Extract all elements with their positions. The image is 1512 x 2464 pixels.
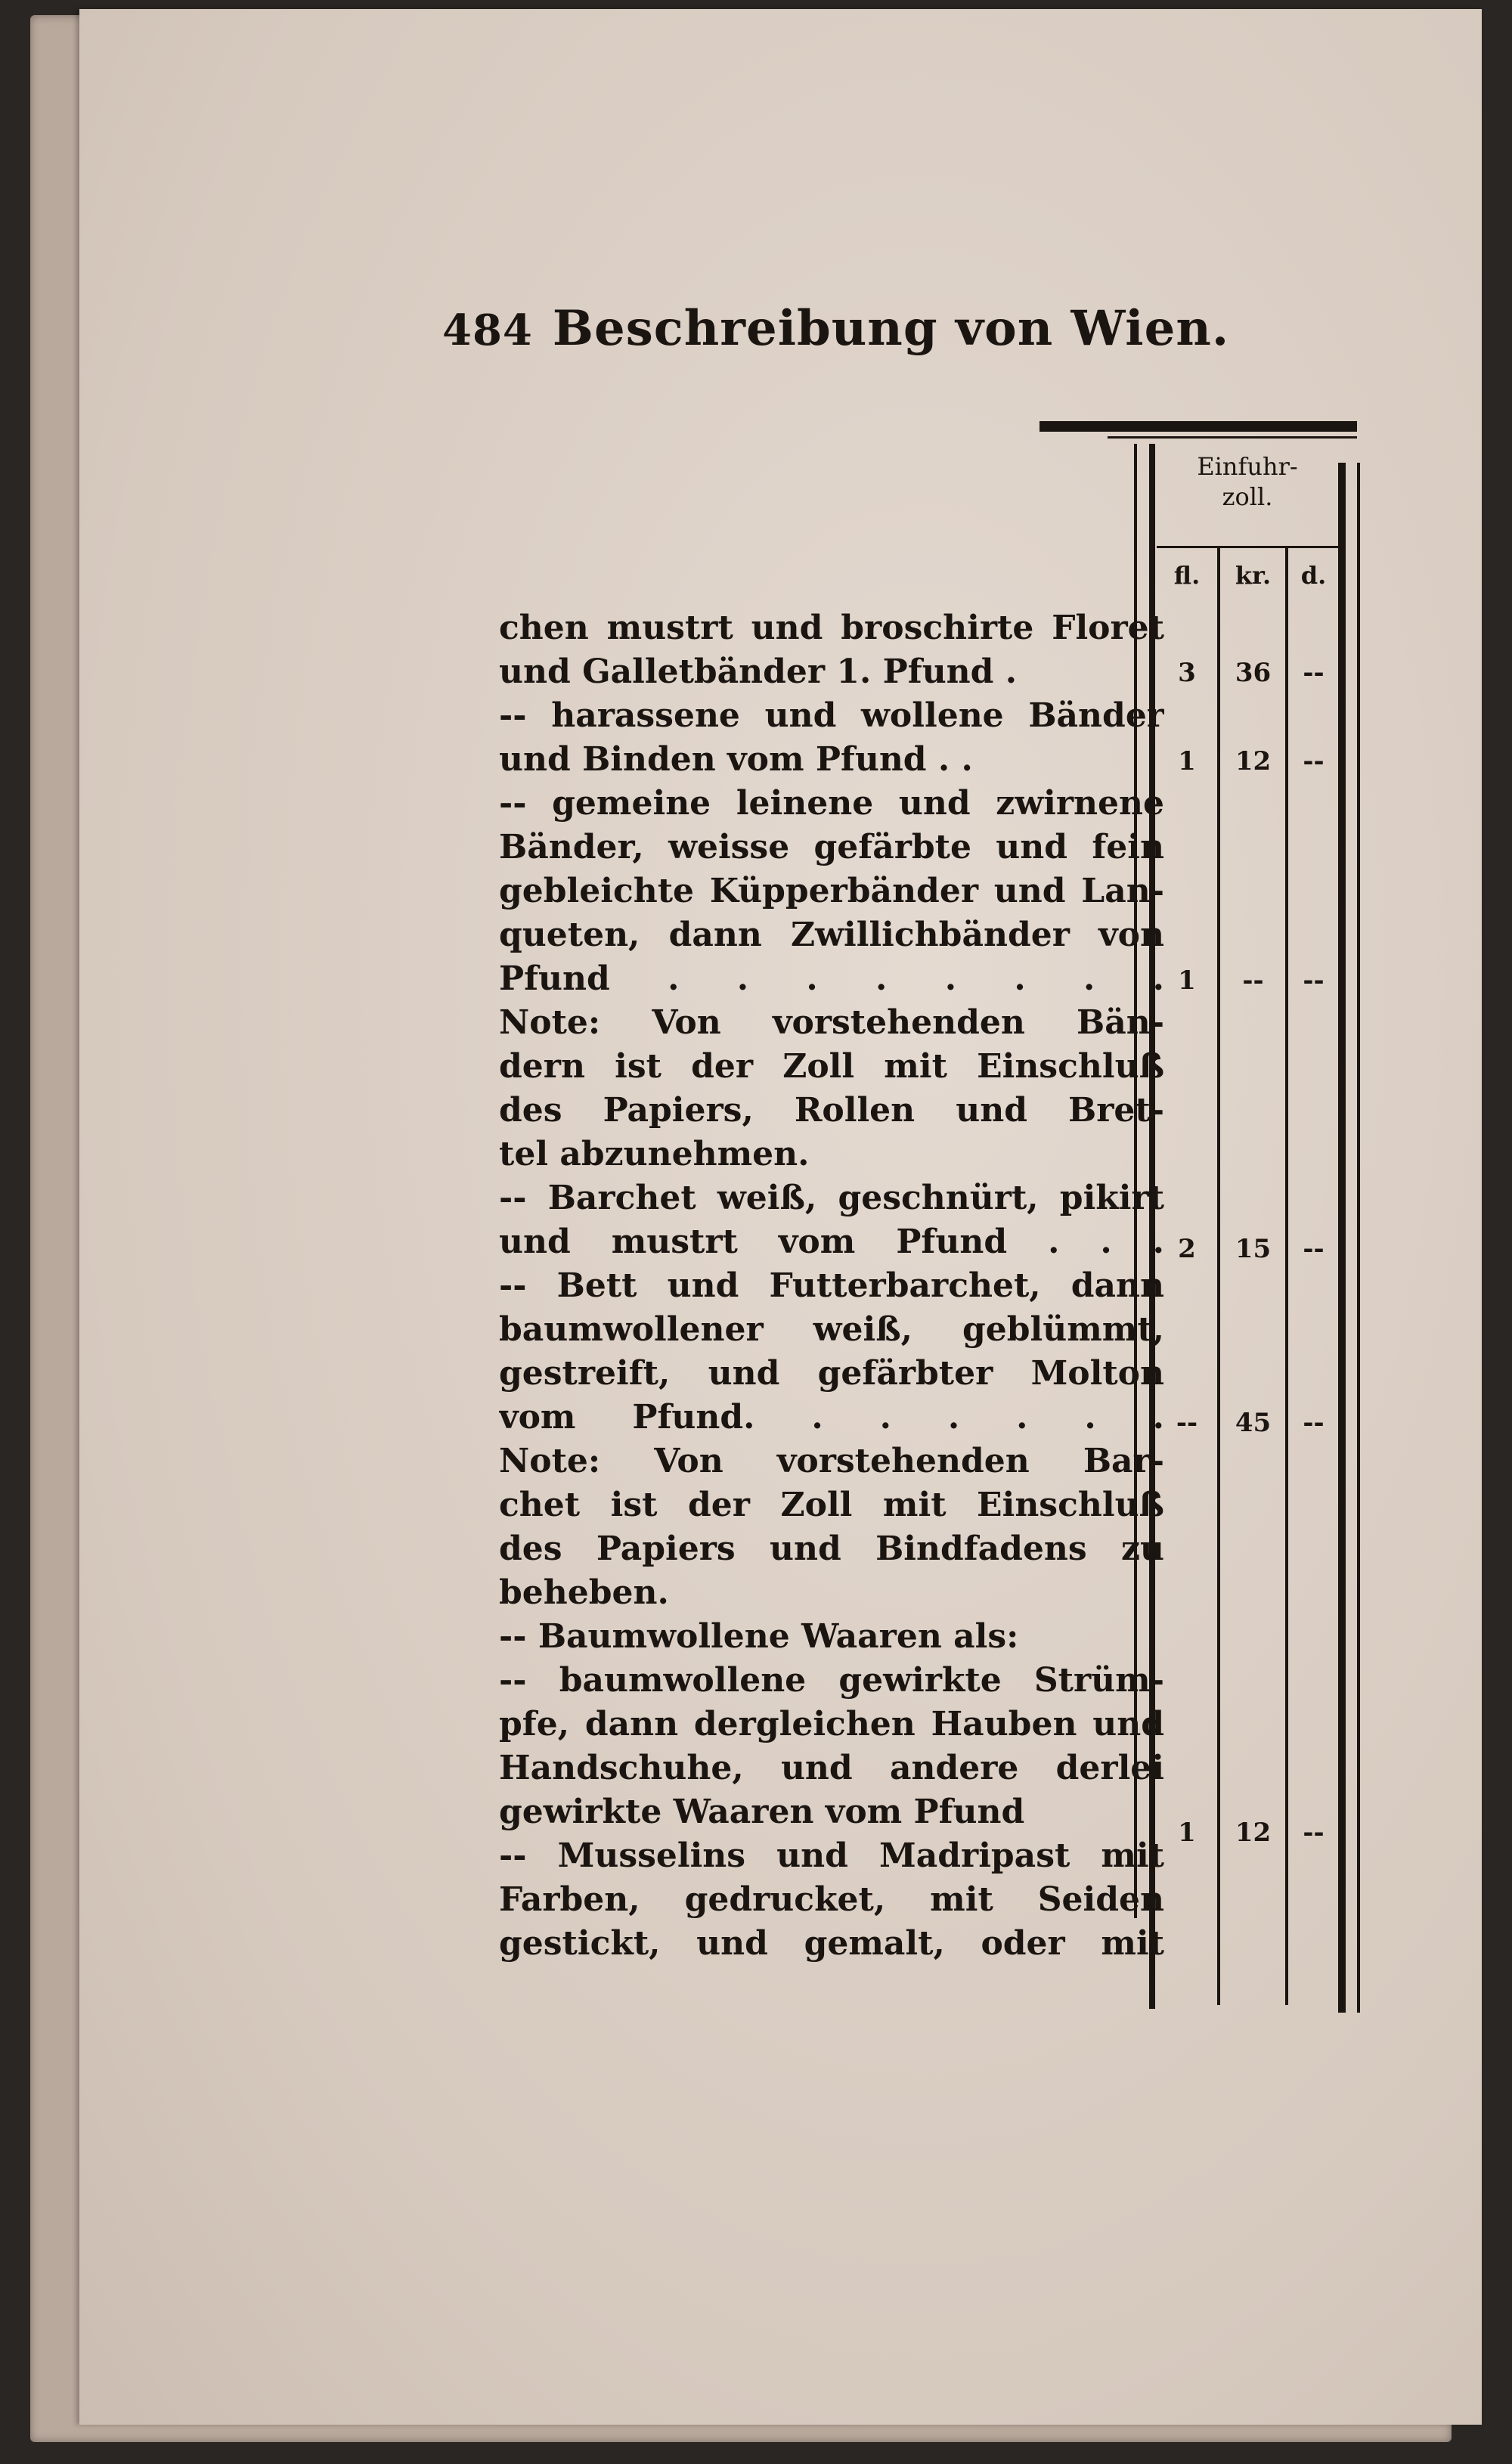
text-line: baumwollener weiß, geblümmt, [499,1310,1164,1349]
duty-kr: 15 [1235,1234,1272,1264]
text-line: beheben. [499,1573,669,1612]
column-head-fl: fl. [1173,561,1201,590]
column-head-d: d. [1300,561,1327,590]
text-line: -- Bett und Futterbarchet, dann [499,1266,1164,1305]
column-rule-right [1338,463,1346,2013]
text-line: -- harassene und wollene Bänder [499,696,1164,735]
duty-d: -- [1303,1818,1325,1848]
header-underline [1157,546,1338,548]
duty-kr: 12 [1235,746,1272,776]
text-line: und Galletbänder 1. Pfund . [499,652,1018,691]
text-line: gestreift, und gefärbter Molton [499,1354,1164,1393]
text-line: tel abzunehmen. [499,1135,810,1173]
text-line: -- Baumwollene Waaren als: [499,1617,1019,1656]
duty-fl: -- [1176,1408,1198,1438]
duty-fl: 2 [1178,1234,1196,1264]
text-line: -- baumwollene gewirkte Strüm- [499,1661,1164,1700]
text-line: und mustrt vom Pfund . . . [499,1223,1164,1261]
column-rule-kr-d [1285,546,1288,2005]
duty-fl: 1 [1178,965,1196,996]
duty-d: -- [1303,1408,1325,1438]
duty-kr: 45 [1235,1408,1272,1438]
text-line: queten, dann Zwillichbänder von [499,916,1164,954]
duty-fl: 1 [1178,1818,1196,1848]
text-line: chet ist der Zoll mit Einschluß [499,1486,1164,1524]
text-line: Note: Von vorstehenden Bän- [499,1003,1164,1042]
text-line: des Papiers und Bindfadens zu [499,1530,1164,1568]
duty-fl: 1 [1178,746,1196,776]
text-line: gebleichte Küpperbänder und Lan- [499,872,1164,910]
book-page [79,9,1482,2425]
text-line: Note: Von vorstehenden Bar- [499,1442,1164,1480]
column-head-kr: kr. [1235,561,1272,590]
text-line: Handschuhe, und andere derlei [499,1749,1164,1787]
table-top-rule [1040,421,1357,432]
text-line: Farben, gedrucket, mit Seiden [499,1880,1164,1919]
duty-d: -- [1303,658,1325,688]
running-header [442,300,1229,357]
duty-d: -- [1303,1234,1325,1264]
text-line: und Binden vom Pfund . . [499,740,973,779]
page-title: Beschreibung von Wien. [552,300,1230,357]
text-line: gestickt, und gemalt, oder mit [499,1924,1164,1963]
text-line: chen mustrt und broschirte Floret [499,609,1164,647]
text-line: Bänder, weisse gefärbte und fein [499,828,1164,866]
text-line: -- Barchet weiß, geschnürt, pikirt [499,1179,1164,1217]
duty-kr: 12 [1235,1818,1272,1848]
duty-d: -- [1303,746,1325,776]
text-line: -- gemeine leinene und zwirnene [499,784,1164,823]
text-line: gewirkte Waaren vom Pfund [499,1793,1025,1831]
text-line: des Papiers, Rollen und Bret- [499,1091,1164,1130]
column-rule-right-outer [1357,463,1360,2013]
text-line: Pfund . . . . . . . . [499,959,1164,998]
duty-d: -- [1303,965,1325,996]
text-line: -- Musselins und Madripast mit [499,1836,1164,1875]
duty-kr: -- [1242,965,1264,996]
duty-kr: 36 [1235,658,1272,688]
table-top-rule-thin [1108,436,1357,439]
text-line: dern ist der Zoll mit Einschluß [499,1047,1164,1086]
einfuhrzoll-heading: Einfuhr- zoll. [1197,452,1298,511]
duty-fl: 3 [1178,658,1196,688]
page-number: 484 [442,305,533,355]
text-line: vom Pfund. . . . . . . [499,1398,1164,1437]
column-rule-fl-kr [1217,546,1220,2005]
text-line: pfe, dann dergleichen Hauben und [499,1705,1164,1743]
